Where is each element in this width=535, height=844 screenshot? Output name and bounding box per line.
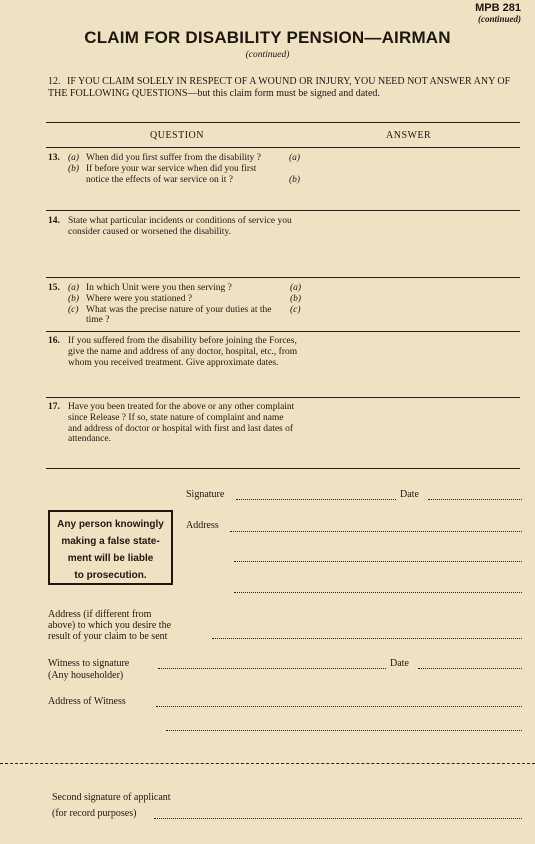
- question-14-text: State what particular incidents or conditions of service you consider caused or worsened the disability.: [68, 216, 292, 237]
- warning-line-3: ment will be liable: [67, 553, 154, 564]
- warning-line-4: to prosecution.: [74, 570, 147, 581]
- address-line-2[interactable]: [234, 561, 522, 562]
- witness-address-line-2[interactable]: [166, 730, 522, 731]
- question-17-number: 17.: [48, 402, 60, 412]
- date-label: Date: [400, 489, 419, 500]
- answer-15b-field[interactable]: (b): [290, 294, 302, 304]
- continued-tag: (continued): [477, 14, 521, 24]
- witness-note: (Any householder): [48, 670, 124, 681]
- false-statement-warning: [48, 510, 173, 585]
- row-rule-15: [46, 331, 520, 332]
- alt-address-line-2: above) to which you desire the: [48, 620, 172, 631]
- question-13: [48, 153, 278, 185]
- header-rule: [46, 147, 520, 148]
- answer-14-field[interactable]: [300, 214, 520, 274]
- second-signature-field[interactable]: [154, 818, 522, 819]
- question-15b-text: Where were you stationed ?: [86, 293, 193, 304]
- witness-address-line-1[interactable]: [156, 706, 522, 707]
- witness-signature-field[interactable]: [158, 668, 386, 669]
- answer-15a-field[interactable]: (a): [290, 283, 302, 293]
- alt-address-line-3: result of your claim to be sent: [48, 631, 168, 642]
- question-16-number: 16.: [48, 336, 60, 346]
- warning-line-1: Any person knowingly: [57, 519, 164, 530]
- question-17: [48, 402, 298, 445]
- question-column-header: QUESTION: [150, 130, 204, 141]
- instruction-text: IF YOU CLAIM SOLELY IN RESPECT OF A WOUND OR INJURY, YOU NEED NOT ANSWER ANY OF THE FOLLOWING QUESTIONS—but this claim form must be signed and dated.: [48, 76, 511, 99]
- address-line-1[interactable]: [230, 531, 522, 532]
- tear-off-line: [0, 763, 535, 764]
- answer-15c-field[interactable]: (c): [290, 305, 301, 315]
- second-signature-label: Second signature of applicant: [52, 792, 171, 803]
- question-16-text: If you suffered from the disability before joining the Forces, give the name and address of any doctor, hospital, etc., from whom you received treatment. Give approximate dates.: [68, 336, 298, 368]
- question-15: [48, 283, 282, 326]
- row-rule-13: [46, 210, 520, 211]
- row-rule-14: [46, 277, 520, 278]
- warning-line-2: making a false state-: [61, 536, 160, 547]
- signature-field[interactable]: [236, 499, 396, 500]
- form-title: CLAIM FOR DISABILITY PENSION—AIRMAN: [84, 28, 451, 47]
- instruction-number: 12.: [48, 76, 61, 87]
- question-15b-label: (b): [68, 293, 80, 304]
- question-15a-text: In which Unit were you then serving ?: [86, 283, 232, 293]
- question-13a-text: When did you first suffer from the disability ?: [86, 153, 262, 163]
- alternate-address-field[interactable]: [212, 638, 522, 639]
- address-label: Address: [186, 520, 219, 531]
- instruction-12: [48, 76, 522, 100]
- answer-13a-field[interactable]: (a): [289, 153, 301, 163]
- question-15c-text: What was the precise nature of your duties at the time ?: [86, 304, 272, 326]
- answer-17-field[interactable]: [300, 400, 520, 466]
- witness-label: Witness to signature: [48, 658, 130, 669]
- question-16: [48, 336, 298, 368]
- witness-date-field[interactable]: [418, 668, 522, 669]
- question-15c-label: (c): [68, 304, 79, 315]
- question-13a-label: (a): [68, 153, 80, 163]
- table-bottom-rule: [46, 468, 520, 469]
- question-15a-label: (a): [68, 283, 80, 293]
- form-subtitle: (continued): [245, 50, 290, 60]
- question-14: [48, 216, 298, 238]
- question-17-text: Have you been treated for the above or any other complaint since Release ? If so, state nature of complaint and name and address of doctor or hospital with first and last dates of attendance.: [68, 402, 295, 445]
- witness-date-label: Date: [390, 658, 409, 669]
- question-13b-text: If before your war service when did you first notice the effects of war service on it ?: [86, 163, 257, 185]
- signature-label: Signature: [186, 489, 225, 500]
- alt-address-line-1: Address (if different from: [48, 609, 152, 620]
- question-15-number: 15.: [48, 283, 60, 293]
- answer-13b-field[interactable]: (b): [289, 175, 301, 185]
- question-13-number: 13.: [48, 153, 60, 163]
- question-13b-label: (b): [68, 163, 80, 174]
- form-code: MPB 281: [475, 2, 521, 14]
- answer-column-header: ANSWER: [386, 130, 432, 141]
- alternate-address-label: [48, 609, 171, 642]
- row-rule-16: [46, 397, 520, 398]
- date-field[interactable]: [428, 499, 522, 500]
- address-line-3[interactable]: [234, 592, 522, 593]
- table-top-rule: [46, 122, 520, 123]
- record-purposes-note: (for record purposes): [52, 808, 137, 819]
- witness-address-label: Address of Witness: [48, 696, 126, 707]
- answer-16-field[interactable]: [300, 334, 520, 394]
- question-14-number: 14.: [48, 216, 60, 226]
